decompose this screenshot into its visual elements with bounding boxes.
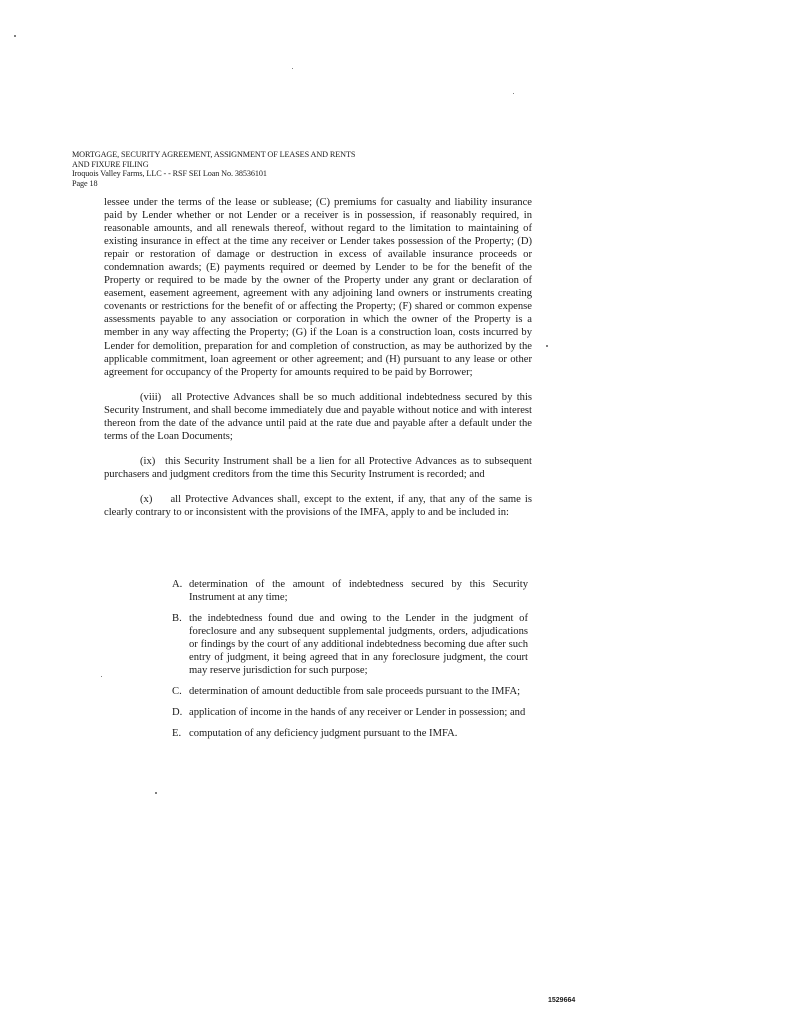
paragraph-x	[104, 493, 532, 519]
paragraph-ix	[104, 455, 532, 481]
list-item-text: the indebtedness found due and owing to the Lender in the judgment of foreclosure and any subsequent supplemental judgments, orders, adjudications or findings by the court of any additional indebtedness becoming due after such entry of judgment, it being agreed that in any foreclosure judgment, the court may reserve jurisdiction for such purpose;	[189, 613, 528, 677]
scan-speck	[101, 676, 102, 677]
paragraph-viii	[104, 391, 532, 443]
paragraph-ix-label: (ix)	[140, 455, 156, 467]
list-item-letter: B.	[172, 613, 182, 625]
document-header	[72, 150, 432, 188]
header-title-line-2: AND FIXURE FILING	[72, 159, 149, 169]
scan-speck	[292, 68, 293, 69]
list-item-letter: E.	[172, 728, 182, 740]
list-item-letter: C.	[172, 686, 182, 698]
header-title-line-1: MORTGAGE, SECURITY AGREEMENT, ASSIGNMENT OF LEASES AND RENTS	[72, 150, 356, 159]
list-item	[172, 578, 528, 604]
scan-speck	[155, 792, 157, 794]
paragraph-ix-text: this Security Instrument shall be a lien for all Protective Advances as to subsequent purchasers and judgment creditors from the time this Security Instrument is recorded; and	[104, 455, 532, 480]
list-item-letter: A.	[172, 579, 183, 590]
paragraph-viii-text: all Protective Advances shall be so much additional indebtedness secured by this Security Instrument, and shall become immediately due and payable without notice and with interest thereon from the date of the advance until paid at the rate due and payable after a default under the terms of the Loan Documents;	[104, 391, 533, 442]
paragraph-x-text: all Protective Advances shall, except to the extent, if any, that any of the same is clearly contrary to or inconsistent with the provisions of the IMFA, apply to and be included in:	[104, 493, 532, 518]
list-item-text: computation of any deficiency judgment pursuant to the IMFA.	[189, 728, 458, 740]
list-item-letter: D.	[172, 707, 183, 719]
paragraph-continuation: lessee under the terms of the lease or sublease; (C) premiums for casualty and liability insurance paid by Lender whether or not Lender or a receiver is in possession, if reasonably required, in reasonable amounts, and all renewals thereof, without regard to the limitation to maintaining of existing insurance in effect at the time any receiver or Lender takes possession of the Property; (D) repair or restoration of damage or destruction in excess of available insurance proceeds or condemnation awards; (E) payments required or deemed by Lender to be for the benefit of the Property or required to be made by the owner of the Property under any grant or declaration of easement, easement agreement, agreement with any adjoining land owners or instruments creating covenants or restrictions for the benefit of or affecting the Property; (F) shared or common expense assessments payable to any association or corporation in which the owner of the Property is a member in any way affecting the Property; (G) if the Loan is a construction loan, costs incurred by Lender for demolition, preparation for and completion of construction, as may be authorized by the applicable commitment, loan agreement or other agreement; and (H) pursuant to any lease or other agreement for occupancy of the Property for amounts required to be paid by Borrower;	[104, 197, 532, 378]
list-item-text: determination of the amount of indebtedness secured by this Security Instrument at any time;	[189, 579, 528, 604]
scan-speck	[513, 93, 514, 94]
list-item	[172, 685, 528, 698]
bates-number: 1529664	[548, 997, 576, 1004]
list-item-text: application of income in the hands of any receiver or Lender in possession; and	[189, 707, 526, 719]
list-item	[172, 727, 528, 740]
lettered-list	[172, 578, 528, 748]
scan-speck	[546, 345, 548, 347]
list-item	[172, 706, 528, 719]
scan-speck	[14, 35, 16, 37]
document-body	[104, 196, 532, 531]
header-page-number: Page 18	[72, 178, 98, 188]
paragraph-viii-label: (viii)	[140, 391, 162, 403]
header-loan-reference: Iroquois Valley Farms, LLC - - RSF SEI Loan No. 38536101	[72, 169, 267, 179]
list-item-text: determination of amount deductible from sale proceeds pursuant to the IMFA;	[189, 686, 521, 698]
paragraph-x-label: (x)	[140, 493, 153, 505]
list-item	[172, 612, 528, 677]
